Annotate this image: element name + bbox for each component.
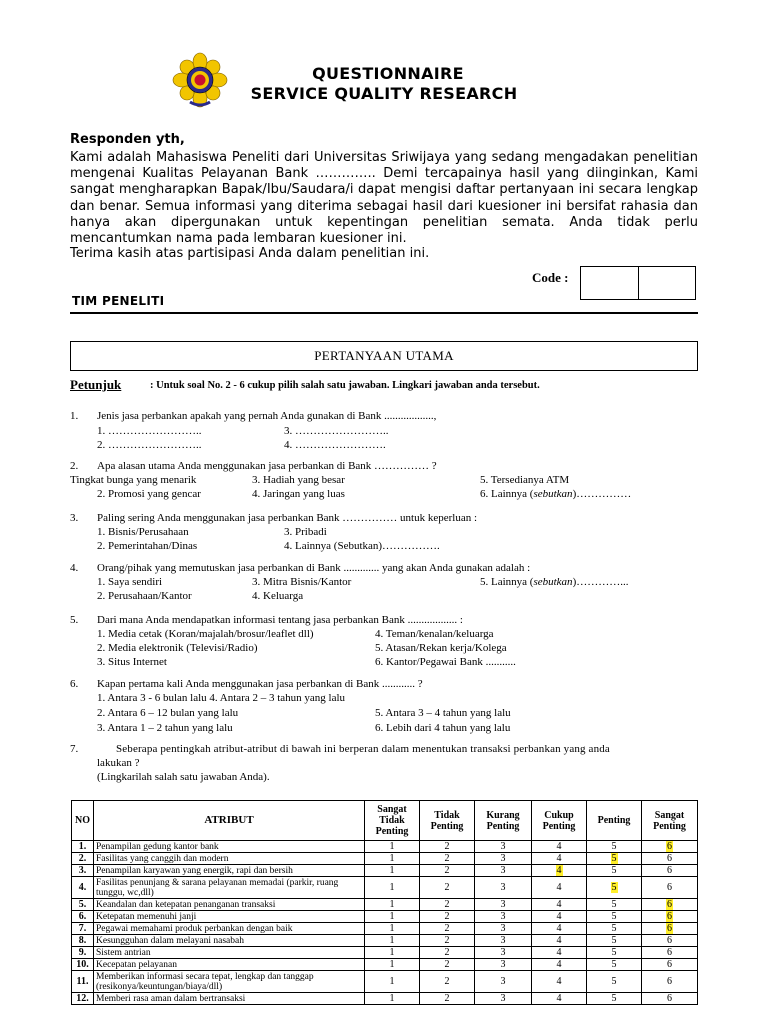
q6-option-3[interactable]: 3. Antara 1 – 2 tahun yang lalu (97, 722, 233, 734)
rating-cell[interactable] (587, 877, 642, 899)
rating-value: 5 (611, 993, 617, 1004)
q6-option-5[interactable]: 5. Antara 3 – 4 tahun yang lalu (375, 707, 511, 719)
rating-cell[interactable] (365, 923, 420, 935)
q6-number: 6. (70, 678, 79, 690)
rating-value: 3 (500, 976, 506, 987)
q2-option-6-suffix: )…………… (572, 488, 632, 500)
rating-value: 6 (667, 841, 672, 852)
rating-cell[interactable] (420, 935, 475, 947)
team-label: TIM PENELITI (72, 294, 165, 308)
q5-number: 5. (70, 614, 79, 626)
rating-cell[interactable] (475, 911, 532, 923)
rating-value: 5 (611, 911, 617, 922)
q3-option-4[interactable]: 4. Lainnya (Sebutkan)……………. (284, 540, 440, 552)
table-row (72, 877, 698, 899)
rating-cell[interactable] (475, 899, 532, 911)
code-cell-1[interactable] (581, 267, 639, 299)
title-line-2: SERVICE QUALITY RESEARCH (250, 84, 518, 103)
thanks-text: Terima kasih atas partisipasi Anda dalam penelitian ini. (70, 246, 430, 261)
rating-value: 2 (444, 993, 450, 1004)
rating-value: 5 (611, 899, 617, 910)
rating-value: 3 (500, 841, 506, 852)
rating-value: 5 (611, 853, 617, 864)
q5-option-3[interactable]: 3. Situs Internet (97, 656, 167, 668)
table-row (72, 947, 698, 959)
rating-cell[interactable] (532, 923, 587, 935)
header-scale-6: Sangat Penting (642, 801, 698, 841)
rating-cell[interactable] (587, 947, 642, 959)
q4-option-5-suffix: )…………... (572, 576, 629, 588)
rating-cell[interactable] (532, 841, 587, 853)
rating-cell[interactable] (532, 935, 587, 947)
rating-cell[interactable] (420, 947, 475, 959)
rating-cell[interactable] (420, 959, 475, 971)
rating-cell[interactable] (365, 911, 420, 923)
q4-option-4[interactable]: 4. Keluarga (252, 590, 304, 602)
rating-value: 1 (389, 935, 395, 946)
q7-text-line-2: lakukan ? (97, 757, 140, 769)
rating-value: 4 (556, 911, 562, 922)
rating-value: 4 (556, 959, 562, 970)
rating-cell[interactable] (587, 935, 642, 947)
rating-cell[interactable] (475, 923, 532, 935)
attribute-label: Keandalan dan ketepatan penanganan transaksi (94, 899, 365, 911)
q6-option-1-4[interactable]: 1. Antara 3 - 6 bulan lalu 4. Antara 2 – 3 tahun yang lalu (97, 692, 346, 704)
attribute-label: Kesungguhan dalam melayani nasabah (94, 935, 365, 947)
q3-text: Paling sering Anda menggunakan jasa perbankan Bank …………… untuk keperluan : (97, 512, 478, 524)
rating-value: 6 (667, 959, 672, 970)
q5-option-1[interactable]: 1. Media cetak (Koran/majalah/brosur/leaflet dll) (97, 628, 314, 640)
row-number: 12. (72, 993, 94, 1005)
rating-value: 3 (500, 959, 506, 970)
rating-value: 6 (667, 993, 672, 1004)
rating-cell[interactable] (587, 911, 642, 923)
rating-value: 5 (611, 865, 617, 876)
q6-option-6[interactable]: 6. Lebih dari 4 tahun yang lalu (375, 722, 511, 734)
rating-value: 4 (556, 899, 562, 910)
q2-option-6[interactable] (480, 488, 631, 502)
rating-value: 2 (444, 865, 450, 876)
table-row (72, 853, 698, 865)
rating-value: 6 (667, 947, 672, 958)
header-scale-1: Sangat Tidak Penting (365, 801, 420, 841)
section-title: PERTANYAAN UTAMA (70, 341, 698, 371)
q7-number: 7. (70, 743, 79, 755)
rating-value: 2 (444, 882, 450, 893)
table-row (72, 959, 698, 971)
rating-cell[interactable] (587, 841, 642, 853)
rating-value: 3 (500, 923, 506, 934)
rating-value: 1 (389, 841, 395, 852)
q2-option-2[interactable]: 2. Promosi yang gencar (97, 488, 201, 500)
rating-cell[interactable] (532, 947, 587, 959)
rating-value: 5 (611, 976, 617, 987)
q2-option-1[interactable]: Tingkat bunga yang menarik (70, 474, 197, 486)
row-number: 4. (72, 877, 94, 899)
q5-option-4[interactable]: 4. Teman/kenalan/keluarga (375, 628, 494, 640)
rating-cell[interactable] (365, 841, 420, 853)
rating-cell[interactable] (642, 853, 698, 865)
table-row (72, 993, 698, 1005)
divider (70, 312, 698, 314)
rating-cell[interactable] (420, 841, 475, 853)
header-scale-3: Kurang Penting (475, 801, 532, 841)
rating-cell[interactable] (365, 865, 420, 877)
header-scale-2: Tidak Penting (420, 801, 475, 841)
rating-value: 3 (500, 865, 506, 876)
q2-option-6-hint: sebutkan (533, 488, 573, 500)
rating-value: 6 (667, 923, 672, 934)
rating-cell[interactable] (532, 899, 587, 911)
rating-cell[interactable] (475, 853, 532, 865)
row-number: 9. (72, 947, 94, 959)
attribute-label: Sistem antrian (94, 947, 365, 959)
rating-value: 2 (444, 923, 450, 934)
header-scale-5: Penting (587, 801, 642, 841)
row-number: 1. (72, 841, 94, 853)
rating-value: 1 (389, 882, 395, 893)
rating-cell[interactable] (587, 971, 642, 993)
rating-cell[interactable] (642, 911, 698, 923)
q4-option-1[interactable]: 1. Saya sendiri (97, 576, 163, 588)
rating-value: 3 (500, 899, 506, 910)
greeting: Responden yth, (70, 132, 185, 147)
rating-cell[interactable] (642, 877, 698, 899)
row-number: 2. (72, 853, 94, 865)
rating-cell[interactable] (420, 877, 475, 899)
q2-option-4[interactable]: 4. Jaringan yang luas (252, 488, 345, 500)
rating-value: 2 (444, 841, 450, 852)
rating-cell[interactable] (532, 853, 587, 865)
q4-option-5-prefix: 5. Lainnya ( (480, 576, 534, 588)
attribute-label: Kecepatan pelayanan (94, 959, 365, 971)
q4-number: 4. (70, 562, 79, 574)
q1-option-2[interactable]: 2. …………………….. (97, 439, 202, 451)
code-label: Code : (532, 270, 569, 285)
rating-cell[interactable] (420, 993, 475, 1005)
attribute-label: Ketepatan memenuhi janji (94, 911, 365, 923)
q7-text-line-1: Seberapa pentingkah atribut-atribut di bawah ini berperan dalam menentukan transaksi perbankan yang anda (116, 743, 610, 755)
rating-cell[interactable] (532, 865, 587, 877)
rating-value: 5 (611, 923, 617, 934)
instruction-text: : Untuk soal No. 2 - 6 cukup pilih salah satu jawaban. Lingkari jawaban anda tersebut. (150, 380, 540, 391)
rating-cell[interactable] (475, 841, 532, 853)
table-row (72, 899, 698, 911)
rating-cell[interactable] (365, 877, 420, 899)
q1-option-1[interactable]: 1. …………………….. (97, 425, 202, 437)
table-row (72, 865, 698, 877)
rating-value: 4 (556, 976, 562, 987)
table-row (72, 935, 698, 947)
rating-value: 5 (611, 959, 617, 970)
q4-option-3[interactable]: 3. Mitra Bisnis/Kantor (252, 576, 352, 588)
q4-text: Orang/pihak yang memutuskan jasa perbankan di Bank ............. yang akan Anda gunakan adalah : (97, 562, 531, 574)
rating-value: 2 (444, 947, 450, 958)
q3-option-1[interactable]: 1. Bisnis/Perusahaan (97, 526, 189, 538)
q2-option-6-prefix: 6. Lainnya ( (480, 488, 534, 500)
rating-cell[interactable] (475, 993, 532, 1005)
row-number: 11. (72, 971, 94, 993)
rating-value: 4 (556, 993, 562, 1004)
rating-cell[interactable] (642, 993, 698, 1005)
rating-cell[interactable] (532, 993, 587, 1005)
rating-value: 6 (667, 865, 672, 876)
rating-cell[interactable] (475, 865, 532, 877)
q3-option-3[interactable]: 3. Pribadi (284, 526, 327, 538)
q7-text-line-3: (Lingkarilah salah satu jawaban Anda). (97, 771, 270, 783)
rating-cell[interactable] (587, 993, 642, 1005)
rating-cell[interactable] (365, 899, 420, 911)
attribute-table (71, 800, 698, 1005)
rating-cell[interactable] (475, 947, 532, 959)
table-row (72, 971, 698, 993)
row-number: 7. (72, 923, 94, 935)
q3-number: 3. (70, 512, 79, 524)
row-number: 3. (72, 865, 94, 877)
rating-cell[interactable] (420, 853, 475, 865)
attribute-label: Fasilitas penunjang & sarana pelayanan memadai (parkir, ruang tunggu, wc,dll) (94, 877, 365, 899)
rating-value: 2 (444, 853, 450, 864)
q2-number: 2. (70, 460, 79, 472)
rating-value: 5 (611, 947, 617, 958)
q1-number: 1. (70, 410, 79, 422)
rating-value: 3 (500, 911, 506, 922)
rating-value: 1 (389, 993, 395, 1004)
rating-value: 1 (389, 947, 395, 958)
code-box[interactable] (580, 266, 696, 300)
rating-cell[interactable] (642, 947, 698, 959)
rating-value: 2 (444, 911, 450, 922)
rating-value: 3 (500, 947, 506, 958)
rating-value: 4 (556, 841, 562, 852)
rating-cell[interactable] (642, 865, 698, 877)
rating-cell[interactable] (420, 923, 475, 935)
rating-value: 1 (389, 865, 395, 876)
rating-cell[interactable] (532, 971, 587, 993)
rating-value: 5 (611, 935, 617, 946)
rating-cell[interactable] (420, 971, 475, 993)
q4-option-2[interactable]: 2. Perusahaan/Kantor (97, 590, 192, 602)
q1-text: Jenis jasa perbankan apakah yang pernah Anda gunakan di Bank .................., (97, 410, 437, 422)
rating-value: 1 (389, 923, 395, 934)
rating-value: 3 (500, 882, 506, 893)
rating-value: 4 (556, 865, 562, 876)
rating-value: 6 (667, 911, 672, 922)
rating-cell[interactable] (642, 899, 698, 911)
attribute-label: Fasilitas yang canggih dan modern (94, 853, 365, 865)
rating-cell[interactable] (642, 923, 698, 935)
q3-option-2[interactable]: 2. Pemerintahan/Dinas (97, 540, 198, 552)
q4-option-5[interactable] (480, 576, 628, 590)
rating-value: 3 (500, 993, 506, 1004)
rating-value: 5 (611, 841, 617, 852)
rating-value: 2 (444, 976, 450, 987)
rating-value: 2 (444, 959, 450, 970)
header-attribute: ATRIBUT (94, 801, 365, 841)
code-cell-2[interactable] (639, 267, 696, 299)
rating-cell[interactable] (365, 971, 420, 993)
rating-cell[interactable] (587, 923, 642, 935)
rating-cell[interactable] (475, 959, 532, 971)
rating-cell[interactable] (365, 935, 420, 947)
q6-text: Kapan pertama kali Anda menggunakan jasa perbankan di Bank ............ ? (97, 678, 423, 690)
rating-cell[interactable] (532, 877, 587, 899)
rating-cell[interactable] (532, 911, 587, 923)
header-scale-4: Cukup Penting (532, 801, 587, 841)
rating-cell[interactable] (365, 853, 420, 865)
rating-cell[interactable] (420, 899, 475, 911)
rating-value: 6 (667, 935, 672, 946)
rating-value: 4 (556, 923, 562, 934)
rating-value: 1 (389, 853, 395, 864)
rating-value: 6 (667, 853, 672, 864)
attribute-label: Penampilan gedung kantor bank (94, 841, 365, 853)
q2-option-5[interactable]: 5. Tersedianya ATM (480, 474, 570, 486)
q2-text: Apa alasan utama Anda menggunakan jasa perbankan di Bank …………… ? (97, 460, 437, 472)
rating-cell[interactable] (365, 993, 420, 1005)
rating-cell[interactable] (420, 865, 475, 877)
rating-value: 4 (556, 853, 562, 864)
rating-cell[interactable] (587, 853, 642, 865)
row-number: 10. (72, 959, 94, 971)
attribute-label: Pegawai memahami produk perbankan dengan baik (94, 923, 365, 935)
table-row (72, 841, 698, 853)
table-row (72, 923, 698, 935)
rating-value: 1 (389, 899, 395, 910)
rating-value: 1 (389, 959, 395, 970)
rating-cell[interactable] (420, 911, 475, 923)
q2-option-3[interactable]: 3. Hadiah yang besar (252, 474, 345, 486)
rating-cell[interactable] (475, 877, 532, 899)
title-line-1: QUESTIONNAIRE (312, 64, 464, 83)
rating-cell[interactable] (587, 959, 642, 971)
q1-option-3[interactable]: 3. …………………….. (284, 425, 389, 437)
q4-option-5-hint: sebutkan (533, 576, 573, 588)
rating-cell[interactable] (365, 959, 420, 971)
instruction-label: Petunjuk (70, 377, 122, 392)
rating-value: 4 (556, 882, 562, 893)
rating-cell[interactable] (475, 935, 532, 947)
rating-value: 5 (611, 882, 617, 893)
rating-value: 6 (667, 882, 672, 893)
q6-option-2[interactable]: 2. Antara 6 – 12 bulan yang lalu (97, 707, 239, 719)
rating-cell[interactable] (475, 971, 532, 993)
row-number: 5. (72, 899, 94, 911)
row-number: 6. (72, 911, 94, 923)
attribute-label: Penampilan karyawan yang energik, rapi dan bersih (94, 865, 365, 877)
rating-cell[interactable] (532, 959, 587, 971)
rating-cell[interactable] (642, 935, 698, 947)
rating-value: 4 (556, 935, 562, 946)
rating-cell[interactable] (642, 959, 698, 971)
q5-option-6[interactable]: 6. Kantor/Pegawai Bank ........... (375, 656, 516, 668)
rating-value: 2 (444, 899, 450, 910)
rating-cell[interactable] (642, 841, 698, 853)
rating-value: 4 (556, 947, 562, 958)
rating-value: 3 (500, 935, 506, 946)
q5-option-2[interactable]: 2. Media elektronik (Televisi/Radio) (97, 642, 258, 654)
header-no: NO (72, 801, 94, 841)
attribute-label: Memberikan informasi secara tepat, lengkap dan tanggap (resikonya/keuntungan/biaya/dll) (94, 971, 365, 993)
q1-option-4[interactable]: 4. ……………………. (284, 439, 386, 451)
rating-value: 3 (500, 853, 506, 864)
rating-cell[interactable] (587, 899, 642, 911)
table-row (72, 911, 698, 923)
rating-cell[interactable] (642, 971, 698, 993)
rating-cell[interactable] (587, 865, 642, 877)
q5-option-5[interactable]: 5. Atasan/Rekan kerja/Kolega (375, 642, 507, 654)
rating-value: 6 (667, 976, 672, 987)
rating-value: 2 (444, 935, 450, 946)
row-number: 8. (72, 935, 94, 947)
attribute-label: Memberi rasa aman dalam bertransaksi (94, 993, 365, 1005)
rating-cell[interactable] (365, 947, 420, 959)
intro-paragraph: Kami adalah Mahasiswa Peneliti dari Universitas Sriwijaya yang sedang mengadakan penelitian mengenai Kualitas Pelayanan Bank ………….. Demi tercapainya hasil yang diinginkan, Kami sangat mengharapkan Bapak/Ibu/Saudara/i dapat mengisi daftar pertanyaan ini secara lengkap dan benar. Semua informasi yang diterima sebagai hasil dari kuesioner ini bersifat rahasia dan hanya akan dipergunakan untuk kepentingan penelitian semata. Anda tidak perlu mencantumkan nama pada lembaran kuesioner ini. (70, 150, 698, 247)
rating-value: 1 (389, 976, 395, 987)
q5-text: Dari mana Anda mendapatkan informasi tentang jasa perbankan Bank .................. : (97, 614, 463, 626)
rating-value: 6 (667, 899, 672, 910)
rating-value: 1 (389, 911, 395, 922)
